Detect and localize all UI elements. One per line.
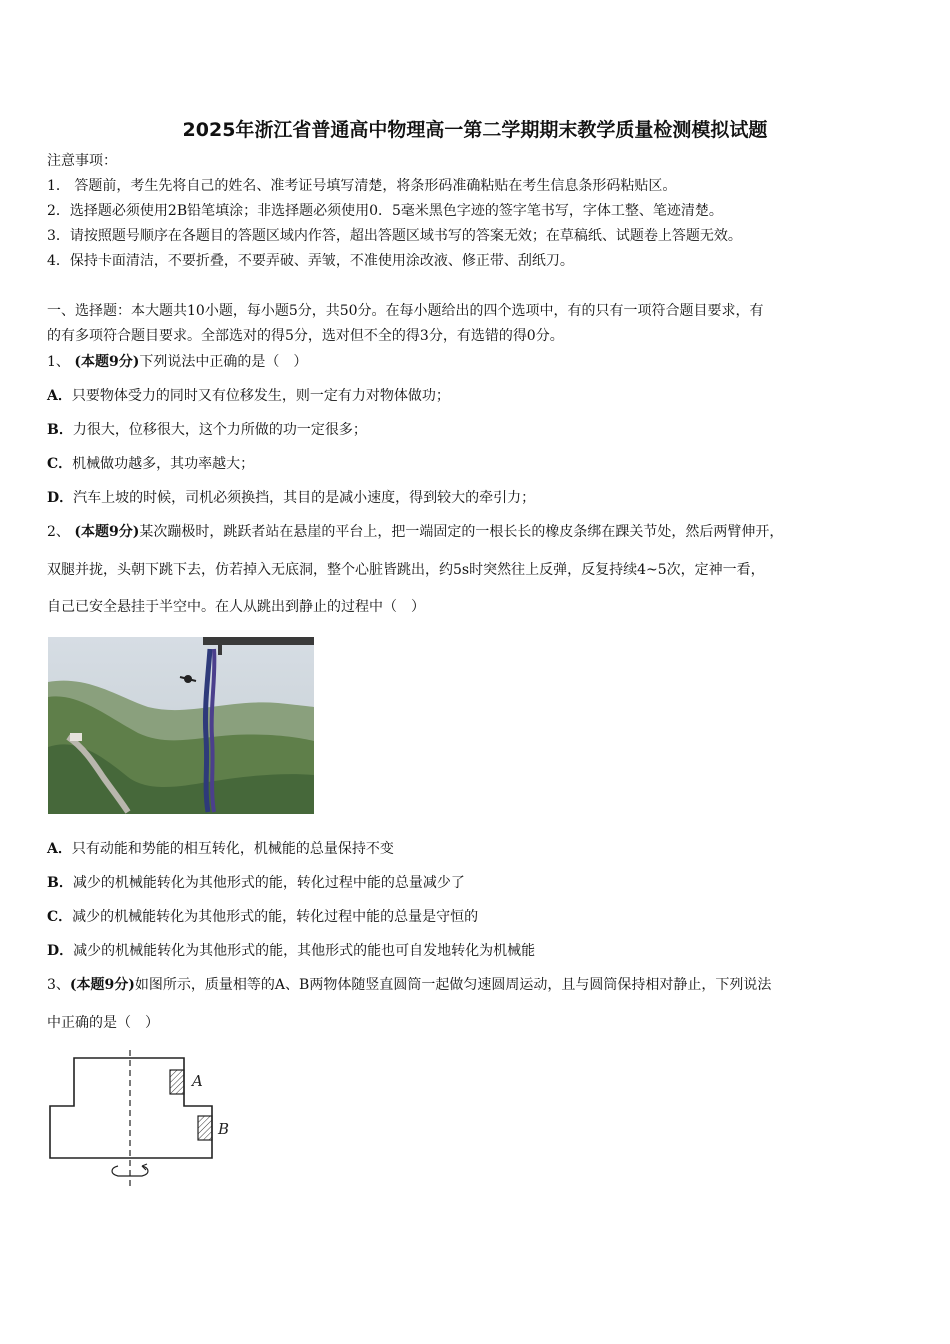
q1-option-b bbox=[47, 420, 367, 440]
notice-heading: 注意事项： bbox=[47, 153, 117, 169]
q2-option-a bbox=[47, 839, 394, 859]
option-letter: A． bbox=[47, 841, 72, 857]
q1-option-c bbox=[47, 454, 254, 474]
label-b: B bbox=[218, 1120, 230, 1138]
option-letter: D． bbox=[47, 490, 74, 506]
question-3-stem-cont: 中正确的是（ ） bbox=[47, 1015, 159, 1031]
option-letter: C． bbox=[47, 909, 73, 925]
option-text: 减少的机械能转化为其他形式的能，其他形式的能也可自发地转化为机械能 bbox=[73, 943, 536, 959]
question-2-stem-cont: 自己已安全悬挂于半空中。在人从跳出到静止的过程中（ ） bbox=[47, 599, 425, 615]
question-2-stem bbox=[47, 522, 783, 542]
question-score: (本题9分) bbox=[74, 524, 140, 540]
bungee-photo bbox=[48, 637, 314, 814]
question-score: (本题9分) bbox=[74, 354, 140, 370]
question-number: 1、 bbox=[47, 354, 70, 370]
question-text: 某次蹦极时，跳跃者站在悬崖的平台上，把一端固定的一根长长的橡皮条绑在踝关节处，然后两臂伸开， bbox=[139, 524, 784, 540]
notice-item: 4．保持卡面清洁，不要折叠，不要弄破、弄皱，不准使用涂改液、修正带、刮纸刀。 bbox=[47, 253, 574, 269]
notice-item: 2．选择题必须使用2B铅笔填涂；非选择题必须使用0．5毫米黑色字迹的签字笔书写，字体工整、笔迹清楚。 bbox=[47, 203, 723, 219]
question-2-stem-cont: 双腿并拢，头朝下跳下去，仿若掉入无底洞，整个心脏皆跳出，约5s时突然往上反弹，反复持续4~5次，定神一看， bbox=[47, 562, 765, 578]
q2-option-d bbox=[47, 941, 535, 961]
q2-option-b bbox=[47, 873, 465, 893]
option-text: 只要物体受力的同时又有位移发生，则一定有力对物体做功； bbox=[71, 388, 450, 404]
section-instructions: 的有多项符合题目要求。全部选对的得5分，选对但不全的得3分，有选错的得0分。 bbox=[47, 328, 564, 344]
page-title: 2025年浙江省普通高中物理高一第二学期期末教学质量检测模拟试题 bbox=[182, 119, 768, 141]
question-number: 2、 bbox=[47, 524, 70, 540]
question-score: (本题9分) bbox=[69, 977, 135, 993]
question-text: 如图所示，质量相等的A、B两物体随竖直圆筒一起做匀速圆周运动，且与圆筒保持相对静止，下列说法 bbox=[134, 977, 772, 993]
section-instructions: 一、选择题：本大题共10小题，每小题5分，共50分。在每小题给出的四个选项中，有的只有一项符合题目要求，有 bbox=[47, 303, 764, 319]
option-text: 减少的机械能转化为其他形式的能，转化过程中能的总量减少了 bbox=[72, 875, 465, 891]
option-text: 只有动能和势能的相互转化，机械能的总量保持不变 bbox=[71, 841, 394, 857]
option-text: 机械做功越多，其功率越大； bbox=[72, 456, 255, 472]
notice-item: 1． 答题前，考生先将自己的姓名、准考证号填写清楚，将条形码准确粘贴在考生信息条形码粘贴区。 bbox=[47, 178, 677, 194]
question-number: 3、 bbox=[47, 977, 70, 993]
option-letter: D． bbox=[47, 943, 74, 959]
q1-option-a bbox=[47, 386, 450, 406]
option-text: 力很大，位移很大，这个力所做的功一定很多； bbox=[72, 422, 367, 438]
option-letter: B． bbox=[47, 875, 73, 891]
notice-item: 3．请按照题号顺序在各题目的答题区域内作答，超出答题区域书写的答案无效；在草稿纸、试题卷上答题无效。 bbox=[47, 228, 742, 244]
q1-option-d bbox=[47, 488, 535, 508]
question-3-stem bbox=[47, 975, 771, 995]
option-letter: B． bbox=[47, 422, 73, 438]
rotating-cylinder-diagram bbox=[44, 1050, 244, 1190]
option-letter: A． bbox=[47, 388, 72, 404]
option-text: 减少的机械能转化为其他形式的能，转化过程中能的总量是守恒的 bbox=[72, 909, 479, 925]
option-letter: C． bbox=[47, 456, 73, 472]
option-text: 汽车上坡的时候，司机必须换挡，其目的是减小速度，得到较大的牵引力； bbox=[73, 490, 536, 506]
question-text: 下列说法中正确的是（ ） bbox=[139, 354, 308, 370]
question-1-stem bbox=[47, 352, 307, 372]
q2-option-c bbox=[47, 907, 478, 927]
label-a: A bbox=[192, 1072, 203, 1090]
